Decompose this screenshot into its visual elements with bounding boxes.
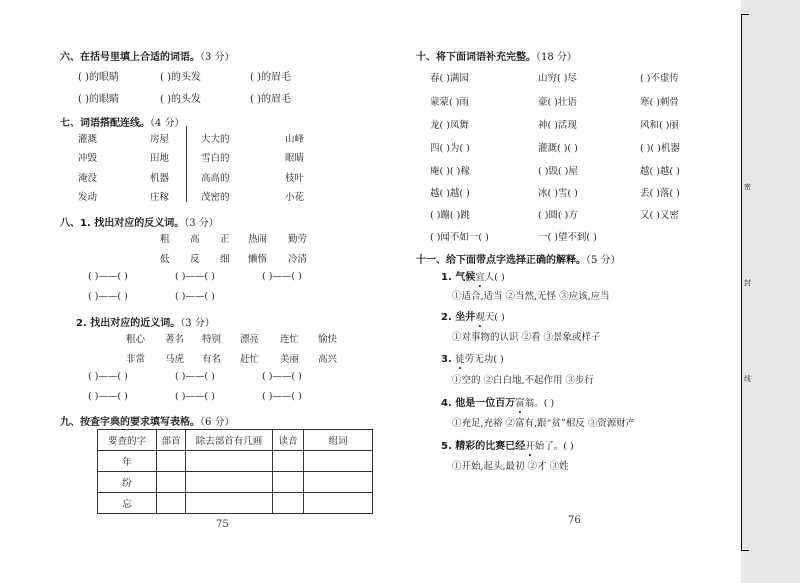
match-word: 庄稼	[150, 192, 170, 203]
match-word: 山峰	[285, 134, 305, 145]
idiom-blank: 风和( )丽	[640, 120, 679, 131]
section-6-heading: 六、在括号里填上合适的词语。（3 分）	[60, 52, 235, 63]
blank-item: ( )的头发	[160, 72, 201, 83]
synonym-word: 高兴	[318, 354, 338, 365]
table-cell[interactable]	[157, 472, 186, 493]
idiom-blank: 丢( )落( )	[640, 188, 680, 199]
table-cell[interactable]	[186, 472, 273, 493]
table-cell-char: 年	[98, 451, 157, 472]
table-row	[98, 493, 373, 514]
idiom-blank: ( )圆( )方	[538, 210, 578, 221]
synonym-word: 粗心	[126, 334, 146, 345]
match-word: 枝叶	[285, 173, 305, 184]
idiom-blank: ( )( )机器	[640, 143, 680, 154]
table-cell[interactable]	[273, 472, 304, 493]
match-word: 冲毁	[78, 153, 98, 164]
answer-options: ①空的 ②白白地,不起作用 ③步行	[452, 375, 595, 386]
table-cell[interactable]	[304, 451, 373, 472]
section-11-heading: 十一、给下面带点字选择正确的解释。（5 分）	[416, 255, 621, 266]
synonym-word: 赶忙	[240, 354, 260, 365]
synonym-word: 美丽	[280, 354, 300, 365]
question: 2. 坐井观天( )	[441, 308, 505, 323]
synonym-word: 漂亮	[240, 334, 260, 345]
table-cell[interactable]	[186, 493, 273, 514]
antonym-word: 懒惰	[248, 254, 268, 265]
pair-blank: ( )——( )	[175, 371, 215, 382]
synonym-word: 非常	[126, 354, 146, 365]
section-8-2-heading: 2. 找出对应的近义词。（3 分）	[76, 318, 215, 329]
pair-blank: ( )——( )	[262, 371, 302, 382]
synonym-word: 特别	[202, 334, 222, 345]
antonym-word: 粗	[160, 234, 170, 245]
antonym-word: 低	[160, 254, 170, 265]
idiom-blank: 春( )满园	[430, 73, 469, 84]
match-word: 发动	[78, 192, 98, 203]
blank-item: ( )的眼睛	[78, 72, 119, 83]
binding-line	[741, 14, 742, 550]
binding-tick	[741, 550, 749, 551]
binding-char: 线	[744, 375, 751, 383]
table-header: 读音	[273, 430, 304, 451]
antonym-word: 高	[190, 234, 200, 245]
table-cell[interactable]	[157, 493, 186, 514]
idiom-blank: 一( )望不到( )	[538, 232, 597, 243]
divider-line	[186, 126, 187, 202]
table-row	[98, 472, 373, 493]
section-10-heading: 十、将下面词语补充完整。（18 分）	[416, 52, 577, 63]
idiom-blank: ( )毁( )屋	[538, 166, 578, 177]
match-word: 田地	[150, 153, 170, 164]
binding-char: 封	[744, 279, 751, 287]
idiom-blank: 冰( )雪( )	[538, 188, 578, 199]
answer-options: ①适合,适当 ②当然,无怪 ③应该,应当	[452, 291, 610, 302]
idiom-blank: ( )不虚传	[640, 73, 679, 84]
match-word: 机器	[150, 173, 170, 184]
question: 1. 气候宜人( )	[441, 268, 505, 283]
match-word: 茂密的	[201, 192, 230, 203]
pair-blank: ( )——( )	[88, 291, 128, 302]
idiom-blank: 庵( )( )稼	[430, 166, 470, 177]
binding-char: 密	[744, 183, 751, 191]
antonym-word: 正	[220, 234, 230, 245]
dotted-char: 宜	[475, 272, 485, 283]
blank-item: ( )的眉毛	[250, 72, 291, 83]
idiom-blank: 神( )活现	[538, 120, 577, 131]
binding-tick	[741, 14, 749, 15]
table-header-row	[98, 430, 373, 451]
idiom-blank: 蒙蒙( )雨	[430, 97, 469, 108]
idiom-blank: ( )蹦( )跳	[430, 210, 470, 221]
question: 3. 徒劳无功( )	[441, 351, 504, 365]
blank-item: ( )的眉毛	[250, 94, 291, 105]
table-cell-char: 纷	[98, 472, 157, 493]
binding-margin	[741, 0, 800, 583]
idiom-blank: 豪( )壮语	[538, 97, 577, 108]
table-header: 部首	[157, 430, 186, 451]
antonym-word: 反	[190, 254, 200, 265]
section-8-heading: 八、1. 找出对应的反义词。（3 分）	[60, 218, 219, 229]
answer-options: ①开始,起头,最初 ②才 ③姓	[452, 461, 569, 472]
answer-options: ①对事物的认识 ②看 ③景象或样子	[452, 332, 601, 343]
table-cell[interactable]	[304, 472, 373, 493]
idiom-blank: 越( )越( )	[640, 166, 680, 177]
dictionary-table	[97, 429, 373, 514]
table-cell[interactable]	[304, 493, 373, 514]
pair-blank: ( )——( )	[175, 391, 215, 402]
synonym-word: 著名	[165, 334, 185, 345]
table-cell[interactable]	[157, 451, 186, 472]
dotted-char: 开	[525, 441, 535, 452]
antonym-word: 热闹	[248, 234, 268, 245]
idiom-blank: 龙( )凤舞	[430, 120, 469, 131]
table-row	[98, 451, 373, 472]
synonym-word: 马虎	[165, 354, 185, 365]
pair-blank: ( )——( )	[88, 391, 128, 402]
table-cell[interactable]	[273, 493, 304, 514]
question: 5. 精彩的比赛已经开始了。( )	[441, 437, 574, 452]
match-word: 淹没	[78, 173, 98, 184]
page-number: 75	[216, 519, 229, 530]
pair-blank: ( )——( )	[175, 271, 215, 282]
match-word: 房屋	[150, 134, 170, 145]
table-cell[interactable]	[186, 451, 273, 472]
table-cell[interactable]	[273, 451, 304, 472]
dotted-char: 观	[475, 312, 485, 323]
pair-blank: ( )——( )	[262, 391, 302, 402]
page-number: 76	[568, 515, 581, 526]
idiom-blank: 寒( )刺骨	[640, 97, 679, 108]
table-header: 组词	[304, 430, 373, 451]
blank-item: ( )的眼睛	[78, 94, 119, 105]
dotted-char: 徒	[455, 354, 465, 365]
match-word: 雪白的	[201, 153, 230, 164]
idiom-blank: 四( )为( )	[430, 143, 470, 154]
antonym-word: 勤劳	[288, 234, 308, 245]
section-7-heading: 七、词语搭配连线。（4 分）	[60, 118, 185, 129]
blank-item: ( )的头发	[160, 94, 201, 105]
pair-blank: ( )——( )	[262, 271, 302, 282]
question: 4. 他是一位百万富翁。( )	[441, 394, 554, 409]
idiom-blank: 越( )越( )	[430, 188, 470, 199]
match-word: 灌溉	[78, 134, 98, 145]
synonym-word: 连忙	[280, 334, 300, 345]
table-cell-char: 忘	[98, 493, 157, 514]
section-9-heading: 九、按查字典的要求填写表格。（6 分）	[60, 417, 235, 428]
idiom-blank: 灌溉( )( )	[538, 143, 578, 154]
table-header: 要查的字	[98, 430, 157, 451]
pair-blank: ( )——( )	[88, 371, 128, 382]
pair-blank: ( )——( )	[175, 291, 215, 302]
dotted-char: 富	[515, 398, 525, 409]
antonym-word: 细	[220, 254, 230, 265]
answer-options: ①充足,充裕 ②富有,跟“贫”相反 ③资源财产	[452, 418, 636, 429]
pair-blank: ( )——( )	[88, 271, 128, 282]
idiom-blank: 山穷( )尽	[538, 73, 577, 84]
match-word: 大大的	[201, 134, 230, 145]
match-word: 高高的	[201, 173, 230, 184]
table-header: 除去部首有几画	[186, 430, 273, 451]
match-word: 眼睛	[285, 153, 305, 164]
idiom-blank: 又( )又密	[640, 210, 679, 221]
idiom-blank: ( )闻不如一( )	[430, 232, 489, 243]
synonym-word: 愉快	[318, 334, 338, 345]
synonym-word: 有名	[202, 354, 222, 365]
antonym-word: 冷清	[288, 254, 308, 265]
match-word: 小花	[285, 192, 305, 203]
